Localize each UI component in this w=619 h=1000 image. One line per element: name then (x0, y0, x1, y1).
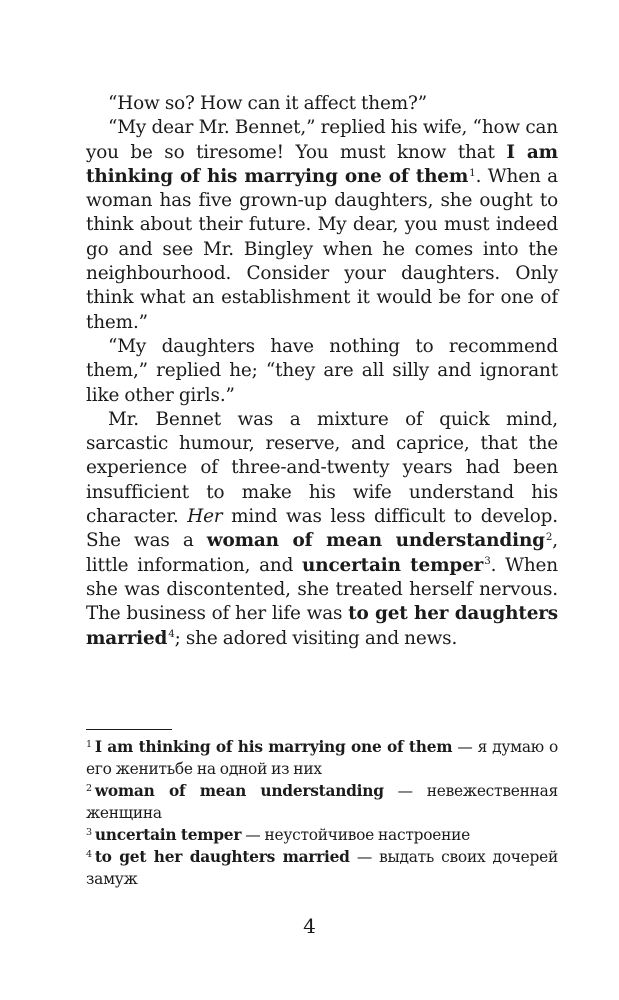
footnote-number: 3 (86, 826, 92, 838)
main-text (86, 92, 558, 651)
footnote-ref-4[interactable]: 4 (168, 628, 175, 641)
footnote-ref-1[interactable]: 1 (469, 166, 476, 179)
footnote-4 (86, 846, 558, 890)
paragraph-3 (86, 335, 558, 408)
paragraph-4-text-e: ; she adored visiting and news. (174, 627, 458, 649)
bold-phrase-2: woman of mean understanding (206, 530, 545, 552)
paragraph-1 (86, 92, 558, 116)
paragraph-1-text: “How so? How can it affect them?” (108, 93, 427, 114)
footnote-dash: — (383, 782, 427, 800)
bold-phrase-3: uncertain temper (302, 554, 484, 576)
paragraph-4-text-b: mind was less difficult to develop. She was a (86, 506, 558, 552)
footnote-divider (86, 729, 172, 730)
footnote-dash: — (452, 738, 478, 756)
page-number: 4 (303, 914, 316, 938)
footnote-ref-2[interactable]: 2 (545, 530, 553, 543)
footnote-gloss: невежественная женщина (86, 782, 558, 822)
paragraph-2 (86, 116, 558, 335)
footnote-gloss: выдать своих дочерей замуж (86, 848, 558, 888)
footnote-gloss: я думаю о его женитьбе на одной из них (86, 738, 559, 778)
italic-her: Her (187, 506, 223, 528)
footnote-term: uncertain temper (94, 826, 242, 844)
footnote-term: I am thinking of his marrying one of them (94, 738, 453, 756)
footnote-1 (86, 736, 558, 780)
footnote-number: 1 (86, 738, 92, 750)
paragraph-4-text-d: . When she was discontented, she treated herself nervous. The business of her life was (86, 554, 558, 625)
footnote-term: woman of mean understanding (94, 782, 384, 800)
footnote-dash: — (349, 848, 380, 866)
bold-phrase-1: I am thinking of his marrying one of them (86, 141, 558, 187)
footnote-number: 4 (86, 848, 92, 860)
bold-phrase-4: to get her daughters married (86, 603, 558, 649)
paragraph-4-text-c: , little information, and (86, 530, 558, 576)
footnote-3 (86, 824, 558, 846)
footnotes (86, 736, 558, 890)
paragraph-3-text: “My daughters have nothing to recommend them,” replied he; “they are all silly and ignorant like other girls.” (86, 335, 558, 406)
paragraph-2-text-c: . When a woman has five grown-up daughters, she ought to think about their future. My dear, you must indeed go and see Mr. Bingley when he comes into the neighbourhood. Consider your daughters. Only think what an establishment it would be for one of them.” (86, 165, 558, 333)
footnote-number: 2 (86, 782, 92, 794)
paragraph-4-text-a: Mr. Bennet was a mixture of quick mind, sarcastic humour, reserve, and caprice, that the experience of three-and-twenty years had been insufficient to make his wife understand his character. (86, 408, 558, 528)
paragraph-2-text-a: “My dear Mr. Bennet,” replied his wife, “how can you be so tiresome! You must know that (86, 117, 558, 163)
footnote-term: to get her daughters married (94, 848, 350, 866)
footnote-gloss: неустойчивое настроение (264, 826, 470, 844)
footnote-ref-3[interactable]: 3 (484, 555, 491, 568)
paragraph-4 (86, 408, 558, 651)
footnote-dash: — (241, 826, 265, 844)
footnote-2 (86, 780, 558, 824)
